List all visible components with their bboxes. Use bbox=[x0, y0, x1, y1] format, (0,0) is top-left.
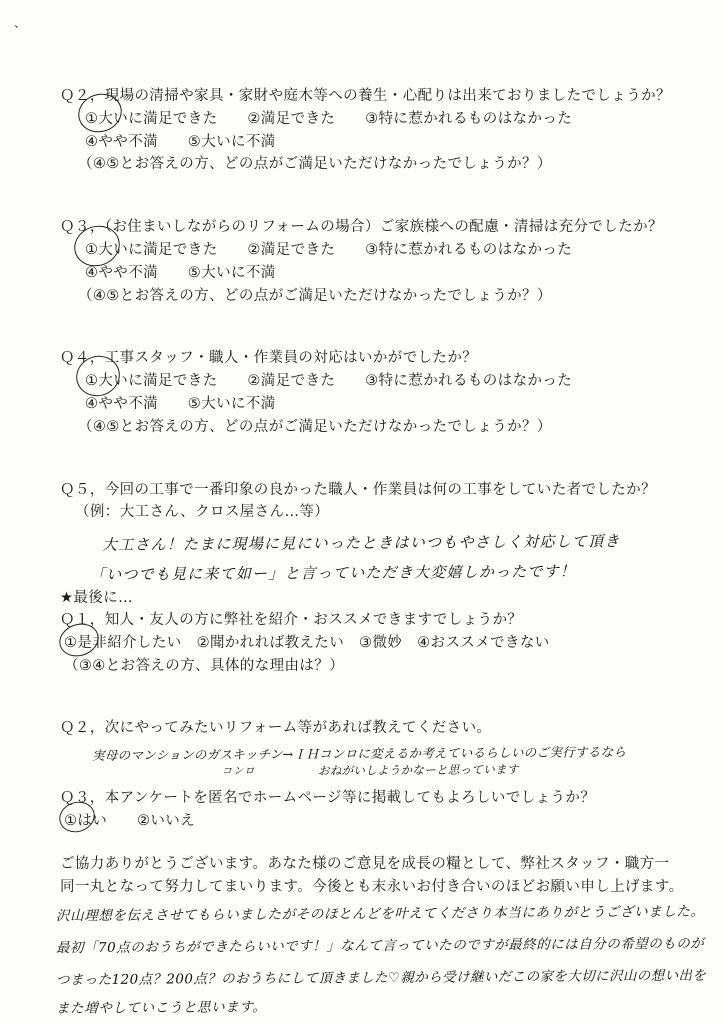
q1b-options: ①是非紹介したい ②聞かれれば教えたい ③微妙 ④おススメできない bbox=[64, 635, 550, 651]
q1b-followup: （③④とお答えの方、具体的な理由は？） bbox=[64, 658, 345, 674]
finally-heading: ★最後に… bbox=[60, 590, 133, 606]
q5a-handwritten-answer-1: 大工さん！たまに現場に見にいったときはいつもやさしく対応して頂き bbox=[101, 532, 621, 554]
q5a-example: （例：大工さん、クロス屋さん…等） bbox=[75, 504, 330, 520]
thanks-line-2: 同一丸となって努力してまいります。今後とも末永いお付き合いのほどお願い申し上げます。 bbox=[60, 879, 684, 895]
q5a-handwritten-answer-2: 「いつでも見に来て如ー」と言っていただき大変嬉しかったです！ bbox=[89, 562, 577, 584]
q2a-followup: （④⑤とお答えの方、どの点がご満足いただけなかったでしょうか？） bbox=[78, 156, 552, 172]
q4a-options-row1: ①大いに満足できた ②満足できた ③特に惹かれるものはなかった bbox=[85, 373, 573, 389]
q5a-question: Ｑ５，今回の工事で一番印象の良かった職人・作業員は何の工事をしていた者でしたか？ bbox=[60, 482, 656, 498]
q3a-followup: （④⑤とお答えの方、どの点がご満足いただけなかったでしょうか？） bbox=[78, 288, 552, 304]
q4a-question: Ｑ４，工事スタッフ・職人・作業員の対応はいかがでしたか？ bbox=[60, 350, 478, 366]
q3a-options-row2: ④やや不満 ⑤大いに不満 bbox=[85, 265, 276, 281]
q2a-options-row1: ①大いに満足できた ②満足できた ③特に惹かれるものはなかった bbox=[85, 111, 573, 127]
comment-line-2: 最初「70点のおうちができたらいいです！」なんて言っていたのですが最終的には自分の希望のものが bbox=[55, 935, 705, 957]
q4a-followup: （④⑤とお答えの方、どの点がご満足いただけなかったでしょうか？） bbox=[78, 419, 552, 435]
comment-line-1: 沢山理想を伝えさせてもらいましたがそのほとんどを叶えてくださり本当にありがとうございました。 bbox=[55, 903, 705, 925]
q3a-question: Ｑ３，（お住まいしながらのリフォームの場合）ご家族様への配慮・清掃は充分でしたか？ bbox=[60, 219, 663, 235]
q3a-options-row1: ①大いに満足できた ②満足できた ③特に惹かれるものはなかった bbox=[85, 242, 573, 258]
comment-line-3: つまった120点？200点？のおうちにして頂きました♡親から受け継いだこの家を大切に沢山の想い出を bbox=[55, 967, 707, 989]
q3b-options: ①はい ②いいえ bbox=[64, 813, 196, 829]
q2b-handwritten-answer-2: おねがいしようかなーと思っています bbox=[317, 762, 519, 778]
thanks-line-1: ご協力ありがとうございます。あなた様のご意見を成長の糧として、弊社スタッフ・職方一 bbox=[60, 856, 670, 872]
q2a-options-row2: ④やや不満 ⑤大いに不満 bbox=[85, 134, 276, 150]
comment-line-4: また増やしていこうと思います。 bbox=[55, 999, 267, 1017]
corner-mark: 、 bbox=[14, 16, 27, 30]
q2a-question: Ｑ２，現場の清掃や家具・家財や庭木等への養生・心配りは出来ておりましたでしょうか？ bbox=[60, 88, 671, 104]
q4a-options-row2: ④やや不満 ⑤大いに不満 bbox=[85, 396, 276, 412]
q3b-question: Ｑ３，本アンケートを匿名でホームページ等に掲載してもよろしいでしょうか？ bbox=[60, 790, 596, 806]
q2b-handwritten-kana: コンロ bbox=[221, 765, 256, 778]
q2b-handwritten-answer-1: 実母のマンションのガスキッチン→ＩＨコンロに変えるか考えているらしいのご実行するなら bbox=[91, 744, 627, 763]
q1b-question: Ｑ１，知人・友人の方に弊社を紹介・おススメできますでしょうか？ bbox=[60, 612, 523, 628]
q2b-question: Ｑ２，次にやってみたいリフォーム等があれば教えてください。 bbox=[60, 720, 492, 736]
